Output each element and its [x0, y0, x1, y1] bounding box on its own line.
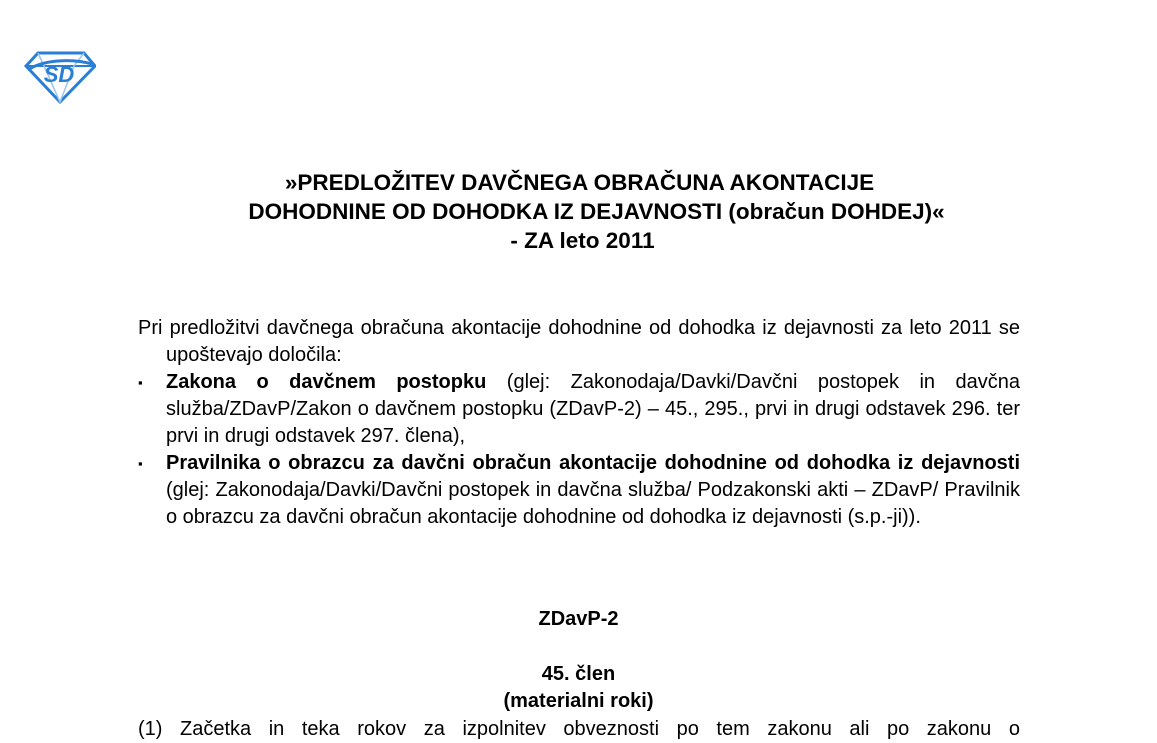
article-number: 45. člen — [541, 663, 616, 685]
title-line-3: - ZA leto 2011 — [510, 228, 655, 253]
title-line-1: »PREDLOŽITEV DAVČNEGA OBRAČUNA AKONTACIJE — [284, 170, 875, 195]
article-paragraph: (1) Začetka in teka rokov za izpolnitev obveznosti po tem zakonu ali po zakonu o — [138, 718, 1020, 740]
bullet-icon: ▪ — [138, 456, 143, 471]
sd-logo — [22, 50, 96, 104]
title-line-2: DOHODNINE OD DOHODKA IZ DEJAVNOSTI (obračun DOHDEJ)« — [248, 199, 945, 224]
regulation-list — [138, 369, 1020, 531]
document-title — [0, 168, 1157, 255]
list-item — [138, 450, 1020, 531]
regulation-reference: (glej: Zakonodaja/Davki/Davčni postopek in davčna služba/ZDavP/Zakon o davčnem postopku (ZDavP-2) – 45., 295., prvi in drugi odstavek 296. ter prvi in drugi odstavek 297. člena), — [166, 371, 1020, 447]
article-title: (materialni roki) — [503, 690, 654, 712]
logo-text: SD — [43, 62, 75, 87]
list-item — [138, 369, 1020, 450]
regulation-name: Zakona o davčnem postopku — [166, 371, 487, 393]
intro-paragraph: Pri predložitvi davčnega obračuna akontacije dohodnine od dohodka iz dejavnosti za leto 2011 se upoštevajo določila: — [138, 317, 1020, 366]
article-heading — [0, 661, 1157, 715]
regulation-reference: (glej: Zakonodaja/Davki/Davčni postopek in davčna služba/ Podzakonski akti – ZDavP/ Pravilnik o obrazcu za davčni obračun akontacije dohodnine od dohodka iz dejavnosti (s.p.-ji)). — [166, 479, 1020, 528]
document-body — [138, 315, 1020, 531]
regulation-name: Pravilnika o obrazcu za davčni obračun akontacije dohodnine od dohodka iz dejavnosti — [166, 452, 1020, 474]
section-title: ZDavP-2 — [538, 608, 619, 630]
bullet-icon: ▪ — [138, 375, 143, 390]
